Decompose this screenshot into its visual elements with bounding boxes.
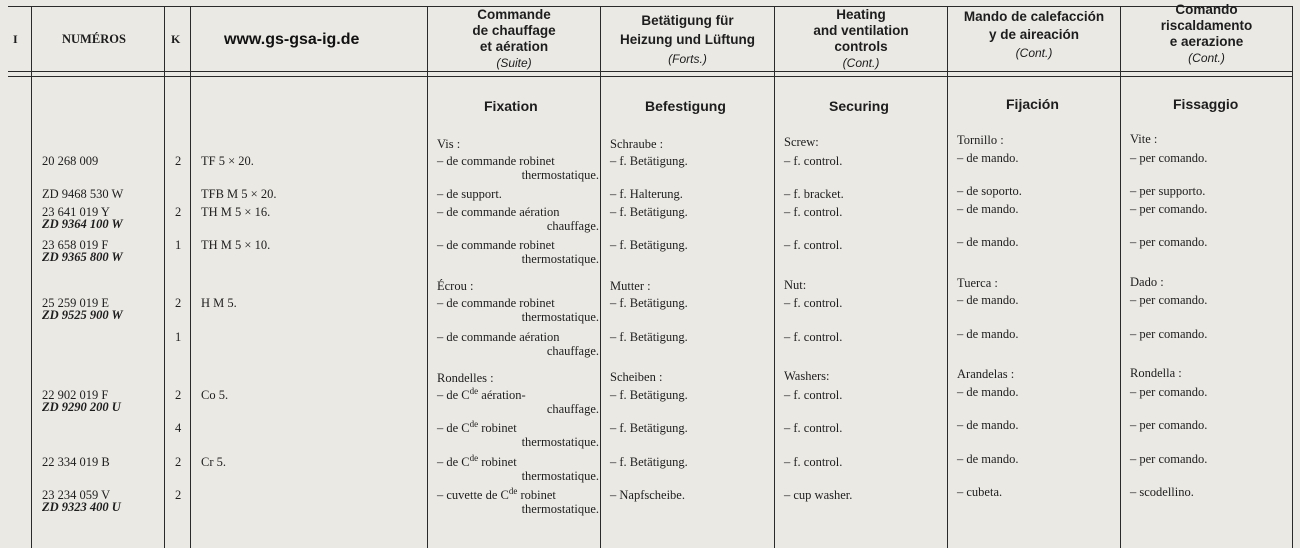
header-en-sub: (Cont.) bbox=[842, 56, 880, 70]
desc-fr-part2: aération- bbox=[478, 388, 526, 402]
header-divider-inner bbox=[8, 76, 1292, 77]
header-it-line1: Comando bbox=[1175, 2, 1238, 17]
desc-it: – per supporto. bbox=[1130, 184, 1206, 198]
part-reference: Cr 5. bbox=[201, 455, 226, 469]
part-reference: TFB M 5 × 20. bbox=[201, 187, 277, 201]
desc-es: – de soporto. bbox=[957, 184, 1022, 198]
desc-es: – cubeta. bbox=[957, 485, 1003, 499]
desc-it: – per comando. bbox=[1130, 235, 1208, 249]
desc-fr bbox=[437, 388, 526, 402]
quantity-k: 2 bbox=[175, 455, 182, 469]
zd-number: ZD 9365 800 W bbox=[42, 250, 123, 264]
header-de-line2: Heizung und Lüftung bbox=[620, 32, 755, 47]
group-vis-en: Screw: bbox=[784, 135, 819, 149]
part-reference: H M 5. bbox=[201, 296, 237, 310]
part-number: ZD 9468 530 W bbox=[42, 187, 124, 201]
desc-fr-cont: chauffage. bbox=[546, 219, 599, 233]
desc-en: – f. control. bbox=[784, 421, 843, 435]
quantity-k: 1 bbox=[175, 238, 182, 252]
desc-de: – f. Betätigung. bbox=[610, 205, 688, 219]
desc-fr-part1: – cuvette de C bbox=[437, 488, 509, 502]
desc-fr: – de support. bbox=[437, 187, 502, 201]
desc-it: – scodellino. bbox=[1130, 485, 1194, 499]
group-ecrou-fr: Écrou : bbox=[437, 279, 474, 293]
part-reference: Co 5. bbox=[201, 388, 229, 402]
quantity-k: 2 bbox=[175, 154, 182, 168]
desc-de: – Napfscheibe. bbox=[610, 488, 685, 502]
col-divider-8 bbox=[1120, 6, 1121, 548]
header-de bbox=[601, 13, 774, 67]
header-fr-line3: et aération bbox=[479, 39, 549, 54]
desc-es: – de mando. bbox=[957, 293, 1019, 307]
zd-number: ZD 9323 400 U bbox=[42, 500, 121, 514]
group-vis-de: Schraube : bbox=[610, 137, 664, 151]
desc-fr-cont: thermostatique. bbox=[521, 310, 599, 324]
col-divider-7 bbox=[947, 6, 948, 548]
desc-fr bbox=[437, 455, 517, 469]
part-reference: TH M 5 × 16. bbox=[201, 205, 271, 219]
desc-de: – f. Halterung. bbox=[610, 187, 683, 201]
quantity-k: 1 bbox=[175, 330, 182, 344]
header-it bbox=[1121, 2, 1292, 66]
group-ecrou-es: Tuerca : bbox=[957, 276, 998, 290]
part-number: 23 641 019 Y bbox=[42, 205, 110, 219]
desc-es: – de mando. bbox=[957, 418, 1019, 432]
desc-fr-part1: – de C bbox=[437, 421, 470, 435]
group-rondelles-en: Washers: bbox=[784, 369, 830, 383]
header-fr bbox=[428, 7, 600, 71]
desc-en: – f. control. bbox=[784, 330, 843, 344]
desc-fr-part1: – de C bbox=[437, 455, 470, 469]
desc-it: – per comando. bbox=[1130, 327, 1208, 341]
desc-es: – de mando. bbox=[957, 202, 1019, 216]
col-divider-1 bbox=[31, 6, 32, 548]
desc-fr-cont: thermostatique. bbox=[521, 252, 599, 266]
quantity-k: 2 bbox=[175, 296, 182, 310]
desc-en: – f. control. bbox=[784, 296, 843, 310]
desc-fr-cont: chauffage. bbox=[546, 344, 599, 358]
desc-it: – per comando. bbox=[1130, 202, 1208, 216]
header-de-sub: (Forts.) bbox=[668, 52, 707, 66]
desc-de: – f. Betätigung. bbox=[610, 296, 688, 310]
desc-fr-cont: thermostatique. bbox=[521, 502, 599, 516]
desc-fr-sup: de bbox=[469, 386, 479, 396]
desc-es: – de mando. bbox=[957, 327, 1019, 341]
desc-es: – de mando. bbox=[957, 452, 1019, 466]
group-vis-it: Vite : bbox=[1130, 132, 1158, 146]
desc-de: – f. Betätigung. bbox=[610, 455, 688, 469]
quantity-k: 4 bbox=[175, 421, 182, 435]
quantity-k: 2 bbox=[175, 388, 182, 402]
desc-en: – f. control. bbox=[784, 455, 843, 469]
desc-es: – de mando. bbox=[957, 385, 1019, 399]
header-col-numeros: NUMÉROS bbox=[62, 32, 126, 46]
part-reference: TF 5 × 20. bbox=[201, 154, 254, 168]
header-en-line3: controls bbox=[834, 39, 888, 54]
desc-it: – per comando. bbox=[1130, 385, 1208, 399]
header-it-sub: (Cont.) bbox=[1188, 51, 1225, 65]
group-rondelles-fr: Rondelles : bbox=[437, 371, 494, 385]
website-watermark: www.gs-gsa-ig.de bbox=[224, 31, 360, 48]
desc-fr: – de commande aération bbox=[437, 205, 560, 219]
header-en-line1: Heating bbox=[836, 7, 886, 22]
col-divider-2 bbox=[164, 6, 165, 548]
desc-es: – de mando. bbox=[957, 151, 1019, 165]
desc-de: – f. Betätigung. bbox=[610, 238, 688, 252]
desc-fr-cont: thermostatique. bbox=[521, 469, 599, 483]
desc-it: – per comando. bbox=[1130, 418, 1208, 432]
header-col-k: K bbox=[171, 32, 181, 46]
desc-fr-sup: de bbox=[508, 486, 518, 496]
desc-fr-cont: chauffage. bbox=[546, 402, 599, 416]
group-rondelles-it: Rondella : bbox=[1130, 366, 1182, 380]
part-number: 20 268 009 bbox=[42, 154, 99, 168]
header-en-line2: and ventilation bbox=[813, 23, 909, 38]
desc-fr: – de commande aération bbox=[437, 330, 560, 344]
group-ecrou-it: Dado : bbox=[1130, 275, 1164, 289]
top-border bbox=[8, 6, 1292, 7]
desc-fr-sup: de bbox=[469, 419, 479, 429]
desc-en: – f. bracket. bbox=[784, 187, 844, 201]
desc-fr: – de commande robinet bbox=[437, 238, 555, 252]
desc-fr-cont: thermostatique. bbox=[521, 435, 599, 449]
desc-en: – f. control. bbox=[784, 154, 843, 168]
desc-es: – de mando. bbox=[957, 235, 1019, 249]
desc-it: – per comando. bbox=[1130, 151, 1208, 165]
desc-fr: – de commande robinet bbox=[437, 296, 555, 310]
desc-it: – per comando. bbox=[1130, 452, 1208, 466]
header-col-i: I bbox=[13, 32, 18, 46]
desc-fr-part1: – de C bbox=[437, 388, 470, 402]
desc-en: – f. control. bbox=[784, 205, 843, 219]
desc-fr bbox=[437, 421, 517, 435]
section-title-it: Fissaggio bbox=[1173, 96, 1239, 112]
desc-fr-cont: thermostatique. bbox=[521, 168, 599, 182]
part-number: 22 902 019 F bbox=[42, 388, 109, 402]
part-number: 23 234 059 V bbox=[42, 488, 111, 502]
section-title-en: Securing bbox=[829, 98, 889, 114]
quantity-k: 2 bbox=[175, 488, 182, 502]
section-title-fr: Fixation bbox=[484, 98, 538, 114]
section-title-de: Befestigung bbox=[645, 98, 726, 114]
header-divider bbox=[8, 71, 1292, 72]
part-number: 23 658 019 F bbox=[42, 238, 109, 252]
zd-number: ZD 9364 100 W bbox=[42, 217, 123, 231]
group-vis-es: Tornillo : bbox=[957, 133, 1004, 147]
desc-de: – f. Betätigung. bbox=[610, 330, 688, 344]
desc-en: – cup washer. bbox=[784, 488, 853, 502]
desc-fr-sup: de bbox=[469, 453, 479, 463]
group-ecrou-en: Nut: bbox=[784, 278, 807, 292]
desc-fr bbox=[437, 488, 556, 502]
header-de-line1: Betätigung für bbox=[641, 13, 734, 28]
group-ecrou-de: Mutter : bbox=[610, 279, 651, 293]
group-rondelles-es: Arandelas : bbox=[957, 367, 1015, 381]
part-number: 22 334 019 B bbox=[42, 455, 110, 469]
quantity-k: 2 bbox=[175, 205, 182, 219]
desc-fr-part2: robinet bbox=[517, 488, 556, 502]
desc-de: – f. Betätigung. bbox=[610, 388, 688, 402]
desc-en: – f. control. bbox=[784, 388, 843, 402]
header-fr-sub: (Suite) bbox=[496, 56, 532, 70]
header-es-sub: (Cont.) bbox=[1015, 46, 1053, 60]
header-en bbox=[775, 7, 947, 71]
section-title-es: Fijación bbox=[1006, 96, 1059, 112]
desc-de: – f. Betätigung. bbox=[610, 154, 688, 168]
desc-fr-part2: robinet bbox=[478, 421, 517, 435]
desc-fr-part2: robinet bbox=[478, 455, 517, 469]
col-divider-6 bbox=[774, 6, 775, 548]
desc-en: – f. control. bbox=[784, 238, 843, 252]
col-divider-5 bbox=[600, 6, 601, 548]
desc-de: – f. Betätigung. bbox=[610, 421, 688, 435]
header-it-line2: riscaldamento bbox=[1160, 18, 1253, 33]
header-es bbox=[948, 9, 1120, 61]
header-fr-line2: de chauffage bbox=[472, 23, 556, 38]
desc-fr: – de commande robinet bbox=[437, 154, 555, 168]
part-reference: TH M 5 × 10. bbox=[201, 238, 271, 252]
header-es-line1: Mando de calefacción bbox=[963, 9, 1105, 24]
header-es-line2: y de aireación bbox=[988, 27, 1080, 42]
header-fr-line1: Commande bbox=[477, 7, 551, 22]
part-number: 25 259 019 E bbox=[42, 296, 110, 310]
group-vis-fr: Vis : bbox=[437, 137, 461, 151]
col-divider-4 bbox=[427, 6, 428, 548]
col-divider-9 bbox=[1292, 6, 1293, 548]
zd-number: ZD 9290 200 U bbox=[42, 400, 121, 414]
col-divider-3 bbox=[190, 6, 191, 548]
desc-it: – per comando. bbox=[1130, 293, 1208, 307]
header-it-line3: e aerazione bbox=[1169, 34, 1244, 49]
group-rondelles-de: Scheiben : bbox=[610, 370, 663, 384]
zd-number: ZD 9525 900 W bbox=[42, 308, 123, 322]
